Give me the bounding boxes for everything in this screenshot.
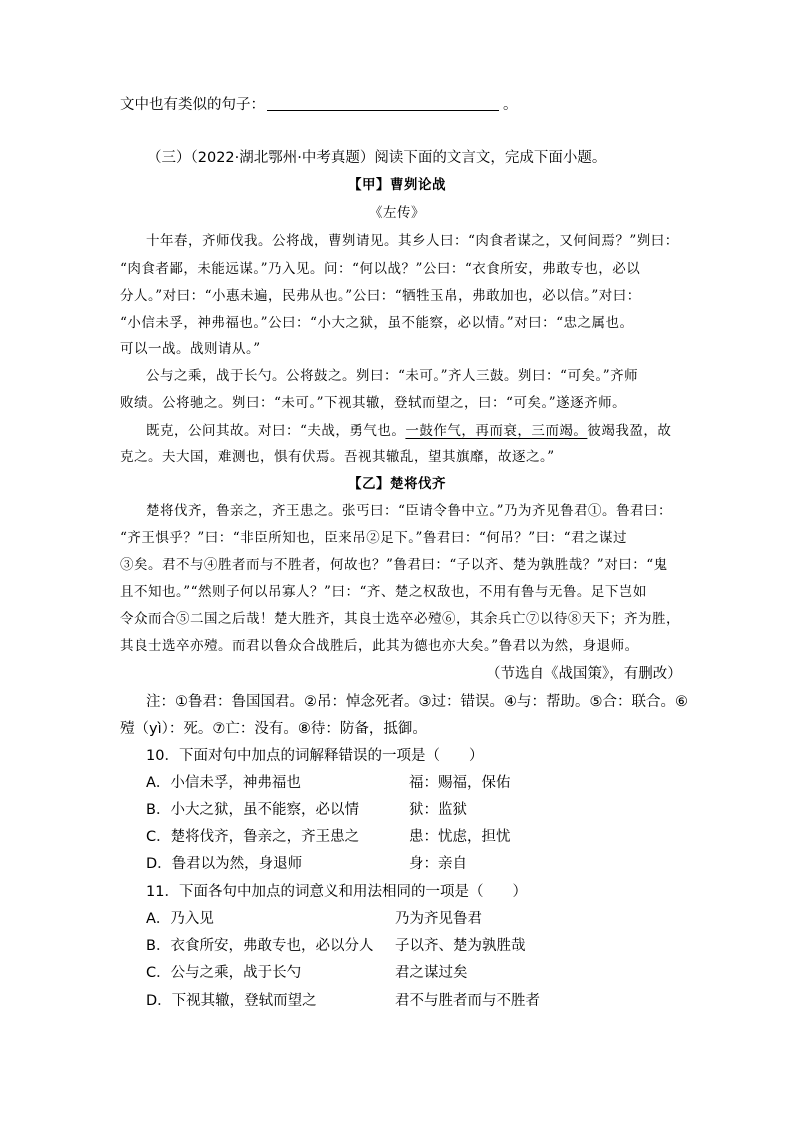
jia-title: 【甲】曹刿论战 <box>348 177 446 193</box>
jia-last-pre: 既克，公问其故。对曰：“夫战，勇气也。 <box>146 423 406 439</box>
section-intro: （三）（2022·湖北鄂州·中考真题）阅读下面的文言文，完成下面小题。 <box>147 150 607 166</box>
q11-option-b[interactable]: B．衣食所安，弗敢专也，必以分人 <box>146 938 374 954</box>
q10-option-b-gloss: 狱：监狱 <box>409 802 467 818</box>
fill-in-end: 。 <box>503 97 518 113</box>
jia-line: 公与之乘，战于长勺。公将鼓之。刿曰：“未可。”齐人三鼓。刿曰：“可矣。”齐师 <box>146 368 639 384</box>
notes-line: 注：①鲁君：鲁国国君。②吊：悼念死者。③过：错误。④与：帮助。⑤合：联合。⑥ <box>146 694 688 710</box>
jia-line: 分人。”对曰：“小惠未遍，民弗从也。”公曰：“牺牲玉帛，弗敢加也，必以信。”对曰： <box>120 288 641 304</box>
yi-line: “齐王惧乎？”曰：“非臣所知也，臣来吊②足下。”鲁君曰：“何吊？”曰：“君之谋过 <box>120 530 628 546</box>
jia-line: 可以一战。战则请从。” <box>120 341 261 357</box>
jia-line <box>146 421 671 441</box>
q10-option-a[interactable]: A．小信未孚，神弗福也 <box>146 775 301 791</box>
jia-line: “肉食者鄙，未能远谋。”乃入见。问：“何以战？”公曰：“衣食所安，弗敢专也，必以 <box>120 261 641 277</box>
question-11-stem: 11．下面各句中加点的词意义和用法相同的一项是（ ） <box>146 884 527 900</box>
q11-option-b-compare: 子以齐、楚为孰胜哉 <box>395 938 526 954</box>
fill-in-line <box>120 95 518 115</box>
jia-line: 十年春，齐师伐我。公将战，曹刿请见。其乡人曰：“肉食者谋之，又何间焉？”刿曰： <box>146 233 679 249</box>
q11-option-d[interactable]: D．下视其辙，登轼而望之 <box>146 993 317 1009</box>
yi-line: 令众而合⑤二国之后哉！楚大胜齐，其良士选卒必殪⑥，其余兵亡⑦以待⑧天下；齐为胜， <box>120 611 680 627</box>
jia-line: 败绩。公将驰之。刿曰：“未可。”下视其辙，登轼而望之，曰：“可矣。”遂逐齐师。 <box>120 395 627 411</box>
notes-line: 殪（yì）：死。⑦亡：没有。⑧待：防备，抵御。 <box>120 721 427 737</box>
jia-line: “小信未孚，神弗福也。”公曰：“小大之狱，虽不能察，必以情。”对曰：“忠之属也。 <box>120 315 634 331</box>
yi-title: 【乙】楚将伐齐 <box>348 476 446 492</box>
q10-option-d[interactable]: D．鲁君以为然，身退师 <box>146 856 303 872</box>
yi-source-note: （节选自《战国策》，有删改） <box>486 666 682 682</box>
q11-option-a[interactable]: A．乃入见 <box>146 911 214 927</box>
answer-blank[interactable] <box>267 96 499 111</box>
q11-option-c-compare: 君之谋过矣 <box>395 965 468 981</box>
yi-line: 楚将伐齐，鲁亲之，齐王患之。张丐曰：“臣请令鲁中立。”乃为齐见鲁君①。鲁君曰： <box>146 503 673 519</box>
jia-last-post: 彼竭我盈，故 <box>587 423 672 439</box>
jia-line: 克之。夫大国，难测也，惧有伏焉。吾视其辙乱，望其旗靡，故逐之。” <box>120 449 555 465</box>
q11-option-d-compare: 君不与胜者而与不胜者 <box>395 993 540 1009</box>
q10-option-c[interactable]: C．楚将伐齐，鲁亲之，齐王患之 <box>146 829 360 845</box>
yi-line: ③矣。君不与④胜者而与不胜者，何故也？”鲁君曰：“子以齐、楚为孰胜哉？”对曰：“鬼 <box>120 557 668 573</box>
q10-option-b[interactable]: B．小大之狱，虽不能察，必以情 <box>146 802 359 818</box>
yi-line: 其良士选卒亦殪。而君以鲁众合战胜后，此其为德也亦大矣。”鲁君以为然，身退师。 <box>120 638 639 654</box>
underlined-phrase: 一鼓作气，再而衰，三而竭。 <box>405 423 588 439</box>
q11-option-c[interactable]: C．公与之乘，战于长勺 <box>146 965 302 981</box>
q10-option-a-gloss: 福：赐福，保佑 <box>409 775 511 791</box>
q10-option-c-gloss: 患：忧虑，担忧 <box>409 829 511 845</box>
question-10-stem: 10．下面对句中加点的词解释错误的一项是（ ） <box>146 748 484 764</box>
q10-option-d-gloss: 身：亲自 <box>409 856 467 872</box>
jia-source: 《左传》 <box>369 205 425 221</box>
yi-line: 且不知也。”“然则子何以吊寡人？”曰：“齐、楚之权敌也，不用有鲁与无鲁。足下岂如 <box>120 584 647 600</box>
q11-option-a-compare: 乃为齐见鲁君 <box>395 911 482 927</box>
fill-in-prompt: 文中也有类似的句子： <box>120 97 265 113</box>
